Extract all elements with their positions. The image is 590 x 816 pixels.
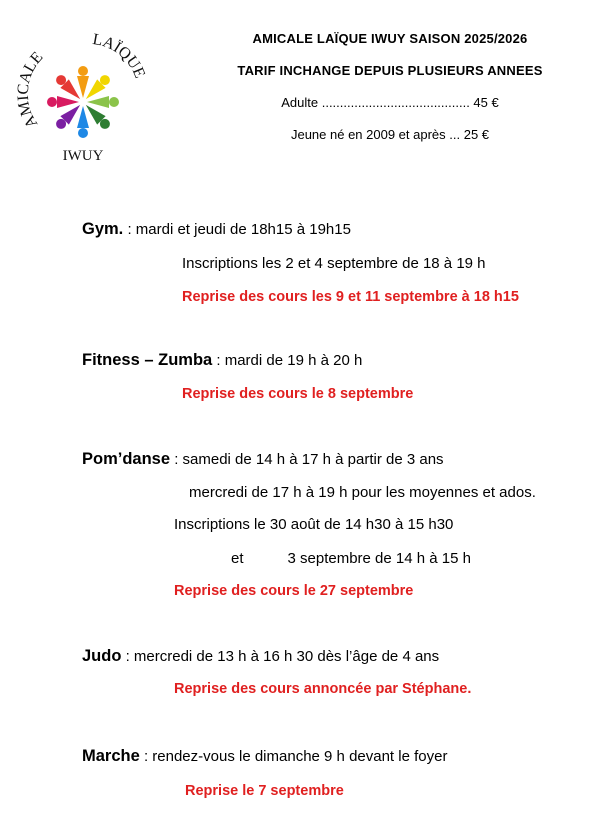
price-young: Jeune né en 2009 et après ... 25 €: [290, 127, 490, 142]
logo-figure-lightgreen: [87, 96, 119, 108]
pomdanse-schedule2: mercredi de 17 h à 19 h pour les moyennes et ados.: [189, 484, 536, 501]
pomdanse-inscriptions2: 3 septembre de 14 h à 15 h: [287, 550, 471, 567]
logo-text-amicale: AMICALE: [16, 48, 47, 131]
judo-reprise: Reprise des cours annoncée par Stéphane.: [174, 681, 472, 697]
judo-schedule: : mercredi de 13 h à 16 h 30 dès l’âge de 4 ans: [121, 648, 440, 665]
pomdanse-inscriptions2-line: [231, 550, 471, 567]
judo-line: [82, 647, 439, 666]
logo-figure-orange: [77, 66, 89, 98]
marche-label: Marche: [82, 747, 140, 765]
header-subtitle: TARIF INCHANGE DEPUIS PLUSIEURS ANNEES: [237, 63, 543, 78]
pomdanse-label: Pom’danse: [82, 450, 171, 468]
gym-inscriptions: Inscriptions les 2 et 4 septembre de 18 à 19 h: [182, 255, 486, 272]
fitness-schedule: : mardi de 19 h à 20 h: [212, 352, 363, 369]
pomdanse-inscriptions-et: et: [231, 550, 244, 567]
pomdanse-line: [82, 450, 444, 469]
logo-figure-pink: [47, 96, 79, 108]
pomdanse-inscriptions: Inscriptions le 30 août de 14 h30 à 15 h30: [174, 516, 454, 533]
marche-reprise: Reprise le 7 septembre: [185, 783, 344, 799]
gym-reprise: Reprise des cours les 9 et 11 septembre à 18 h15: [182, 289, 519, 305]
logo-text-laique: LAÏQUE: [91, 30, 148, 81]
fitness-line: [82, 351, 362, 370]
pomdanse-reprise: Reprise des cours le 27 septembre: [174, 583, 414, 599]
fitness-label: Fitness – Zumba: [82, 351, 213, 369]
logo-text-iwuy: IWUY: [62, 148, 104, 164]
marche-schedule: : rendez-vous le dimanche 9 h devant le foyer: [139, 748, 448, 765]
logo-figure-blue: [77, 106, 89, 138]
header-title: AMICALE LAÏQUE IWUY SAISON 2025/2026: [252, 31, 528, 46]
logo-graphic: [16, 24, 148, 166]
gym-label: Gym.: [82, 220, 124, 238]
amicale-laique-logo: [16, 24, 148, 166]
pomdanse-schedule: : samedi de 14 h à 17 h à partir de 3 ans: [170, 451, 444, 468]
price-adult: Adulte ......................................... 45 €: [281, 95, 499, 110]
gym-line: [82, 220, 351, 239]
gym-schedule: : mardi et jeudi de 18h15 à 19h15: [123, 221, 351, 238]
judo-label: Judo: [82, 647, 122, 665]
fitness-reprise: Reprise des cours le 8 septembre: [182, 386, 414, 402]
marche-line: [82, 747, 447, 766]
